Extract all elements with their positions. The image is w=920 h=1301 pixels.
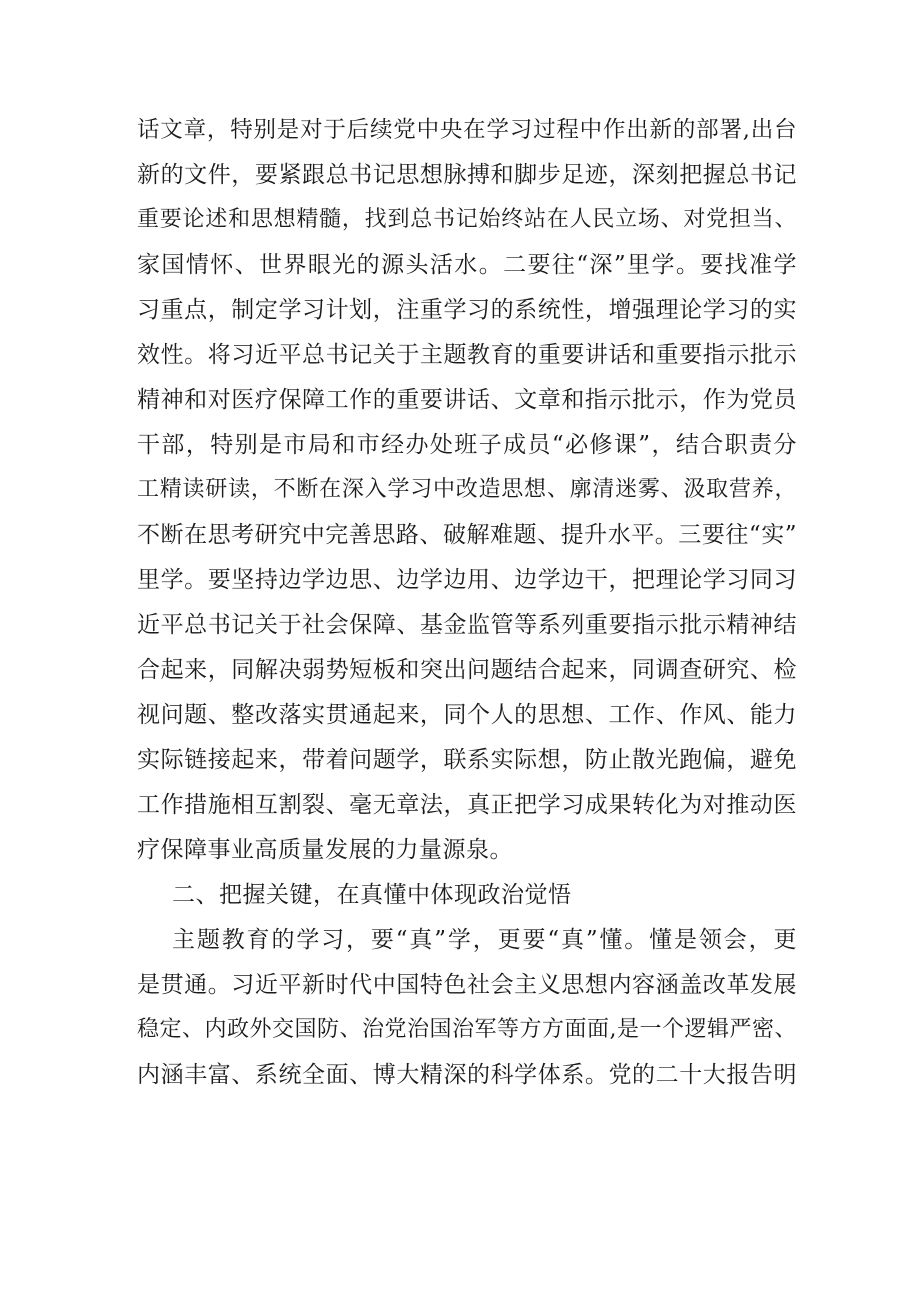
text-line: 内涵丰富、系统全面、博大精深的科学体系。党的二十大报告明 — [137, 1062, 797, 1088]
text-line: 是贯通。习近平新时代中国特色社会主义思想内容涵盖改革发展 — [137, 972, 797, 998]
text-line: 干部，特别是市局和市经办处班子成员“必修课”，结合职责分 — [137, 432, 797, 458]
text-line: 合起来，同解决弱势短板和突出问题结合起来，同调查研究、检 — [137, 657, 797, 683]
text-line: 家国情怀、世界眼光的源头活水。二要往“深”里学。要找准学 — [137, 252, 797, 278]
text-line: 重要论述和思想精髓，找到总书记始终站在人民立场、对党担当、 — [137, 207, 797, 232]
text-line: 视问题、整改落实贯通起来，同个人的思想、工作、作风、能力 — [137, 702, 797, 728]
text-line: 精神和对医疗保障工作的重要讲话、文章和指示批示，作为党员 — [137, 387, 797, 413]
text-line: 习重点，制定学习计划，注重学习的系统性，增强理论学习的实 — [137, 297, 797, 323]
text-line: 实际链接起来，带着问题学，联系实际想，防止散光跑偏，避免 — [137, 747, 797, 773]
text-line: 工精读研读，不断在深入学习中改造思想、廓清迷雾、汲取营养， — [137, 477, 797, 502]
text-line: 疗保障事业高质量发展的力量源泉。 — [137, 837, 513, 863]
text-line: 近平总书记关于社会保障、基金监管等系列重要指示批示精神结 — [137, 612, 797, 638]
text-line: 工作措施相互割裂、毫无章法，真正把学习成果转化为对推动医 — [137, 792, 797, 818]
text-line: 稳定、内政外交国防、治党治国治军等方方面面,是一个逻辑严密、 — [137, 1017, 797, 1042]
text-line: 主题教育的学习，要“真”学，更要“真”懂。懂是领会，更 — [172, 927, 797, 953]
section-heading: 二、把握关键，在真懂中体现政治觉悟 — [172, 882, 572, 908]
text-line: 不断在思考研究中完善思路、破解难题、提升水平。三要往“实” — [137, 522, 797, 548]
text-line: 话文章，特别是对于后续党中央在学习过程中作出新的部署,出台 — [137, 117, 797, 143]
text-line: 里学。要坚持边学边思、边学边用、边学边干，把理论学习同习 — [137, 567, 797, 593]
text-line: 新的文件，要紧跟总书记思想脉搏和脚步足迹，深刻把握总书记 — [137, 162, 797, 188]
text-line: 效性。将习近平总书记关于主题教育的重要讲话和重要指示批示 — [137, 342, 797, 368]
